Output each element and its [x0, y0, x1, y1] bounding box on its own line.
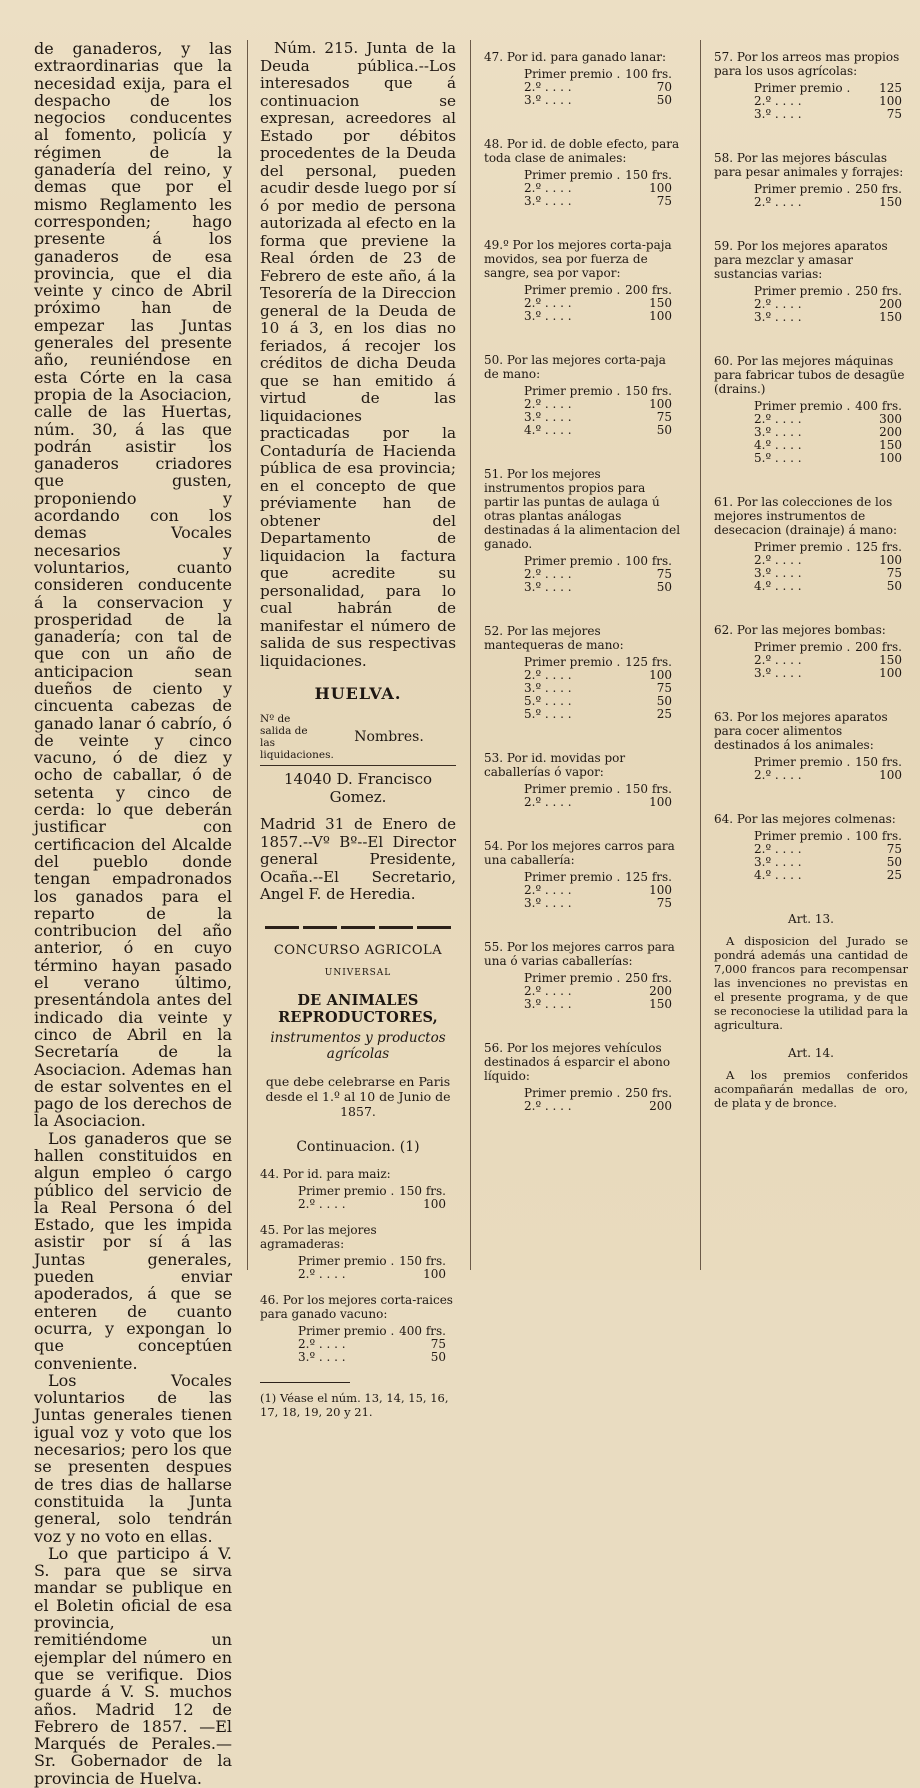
prize-row [524, 796, 682, 809]
prize-rank: Primer premio . [754, 829, 851, 843]
prize-rank: Primer premio . [754, 640, 851, 654]
prize-rank: 2.º . . . . [754, 653, 802, 667]
prize-amount: 75 [656, 681, 672, 695]
prize-item-title: 51. Por los mejores instrumentos propios para partir las puntas de aulaga ú otras plantas análogas destinadas á la alimentacion del ganado. [484, 467, 681, 551]
prize-item-title: 60. Por las mejores máquinas para fabricar tubos de desagüe (drains.) [714, 354, 905, 396]
contest-heading: DE ANIMALES REPRODUCTORES, [278, 991, 438, 1026]
prize-rank: 2.º . . . . [524, 795, 572, 809]
prize-amount: 150 frs. [625, 782, 672, 796]
prize-rank: Primer premio . [524, 283, 621, 297]
prize-rank: 3.º . . . . [524, 410, 572, 424]
prize-amount: 250 frs. [855, 284, 902, 298]
prize-rank: 5.º . . . . [524, 694, 572, 708]
prize-amount: 75 [886, 566, 902, 580]
paragraph: Los Vocales voluntarios de las Juntas generales tienen igual voz y voto que los necesarios; pero los que se presenten despues de tres dias de hallarse constituida la Junta general, solo tendrán voz y no voto en ellas. [34, 1370, 232, 1546]
paragraph: de ganaderos, y las extraordinarias que la necesidad exija, para el despacho de los negocios conducentes al fomento, policía y régimen de la ganadería del reino, y demas que por el mismo Reglamento les corresponden; hago presente á los ganaderos de esa provincia, que el dia veinte y cinco de Abril próximo han de empezar las Juntas generales del presente año, reuniéndose en esta Córte en la casa propia de la Asociacion, calle de las Huertas, núm. 30, á las que podrán asistir los ganaderos criadores que gusten, proponiendo y acordando con los demas Vocales necesarios y voluntarios, cuanto consideren conducente á la conservacion y prosperidad de la ganadería; con tal de que con un año de anticipacion sean dueños de ciento y cincuenta cabezas de ganado lanar ó cabrío, ó de veinte y cinco vacuno, ó de diez y ocho de caballar, ó de setenta y cinco de cerda: lo que deberán justificar con certificacion del Alcalde del pueblo donde tengan empadronados los ganados para el reparto de la contribucion del año anterior, ó en cuyo término hayan pasado el verano último, presentándola antes del indicado dia veinte y cinco de Abril en la Secretaría de la Asociacion. Ademas han de estar solventes en el pago de los derechos de la Asociacion. [34, 39, 232, 1131]
prize-row [754, 667, 908, 680]
divider [260, 765, 456, 766]
prize-rank: Primer premio . [524, 67, 621, 81]
debt-notice: Núm. 215. Junta de la Deuda pública.--Los interesados que á continuacion se expresan, acreedores al Estado por débitos procedentes de la Deuda del personal, pueden acudir desde luego por sí ó por medio de persona autorizada al efecto en la forma que previene la Real órden de 23 de Febrero de este año, á la Tesorería de la Direccion general de la Deuda de 10 á 3, en los dias no feriados, á recojer los créditos de dicha Deuda que se han emitido á virtud de las liquidaciones practicadas por la Contaduría de Hacienda pública de esa provincia; en el concepto de que préviamente han de obtener del Departamento de liquidacion la factura que acredite su personalidad, para lo cual habrán de manifestar el número de salida de sus respectivas liquidaciones. [260, 39, 456, 670]
prize-rank: 3.º . . . . [754, 107, 802, 121]
prize-rank: 2.º . . . . [524, 984, 572, 998]
prize-amount: 125 frs. [855, 540, 902, 554]
column-rule [247, 40, 248, 1270]
prize-rank: 2.º . . . . [524, 296, 572, 310]
prize-amount: 70 [656, 80, 672, 94]
prize-amount: 125 frs. [625, 655, 672, 669]
prize-amount: 75 [656, 567, 672, 581]
prize-rank: 2.º . . . . [754, 195, 802, 209]
prize-table [524, 972, 682, 1011]
prize-rank: Primer premio . [754, 399, 851, 413]
prize-rank: 2.º . . . . [524, 397, 572, 411]
prize-amount: 400 frs. [399, 1323, 446, 1338]
prize-table [754, 285, 908, 324]
prize-amount: 100 [879, 553, 902, 567]
prize-table [524, 656, 682, 721]
prize-amount: 125 [879, 81, 902, 95]
prize-amount: 75 [656, 194, 672, 208]
prize-amount: 100 [649, 883, 672, 897]
prize-amount: 200 frs. [855, 640, 902, 654]
prize-rank: Primer premio . [524, 168, 621, 182]
prize-rank: 3.º . . . . [754, 310, 802, 324]
prize-item-title: 63. Por los mejores aparatos para cocer alimentos destinados á los animales: [714, 710, 888, 752]
prize-amount: 50 [886, 855, 902, 869]
prize-amount: 150 frs. [625, 168, 672, 182]
prize-item-title: 45. Por las mejores agramaderas: [260, 1222, 377, 1251]
prize-rank: 3.º . . . . [524, 309, 572, 323]
prize-rank: 3.º . . . . [524, 93, 572, 107]
prize-row [754, 769, 908, 782]
prize-item-title: 53. Por id. movidas por caballerías ó vapor: [484, 751, 626, 779]
prize-amount: 150 frs. [399, 1253, 446, 1268]
prize-row [524, 195, 682, 208]
prize-amount: 25 [656, 707, 672, 721]
prize-rank: Primer premio . [524, 870, 621, 884]
prize-item-title: 54. Por los mejores carros para una caballería: [484, 839, 675, 867]
prize-rank: 2.º . . . . [754, 553, 802, 567]
prize-row [754, 580, 908, 593]
prize-table [524, 385, 682, 437]
prize-amount: 150 [649, 997, 672, 1011]
article-text: A los premios conferidos acompañarán medallas de oro, de plata y de bronce. [714, 1068, 908, 1110]
prize-rank: Primer premio . [754, 755, 851, 769]
prize-rank: 2.º . . . . [524, 1099, 572, 1113]
prize-rank: Primer premio . [754, 540, 851, 554]
article-heading: Art. 13. [788, 912, 834, 926]
prize-item-title: 55. Por los mejores carros para una ó varias caballerías: [484, 940, 675, 968]
prize-rank: 3.º . . . . [524, 681, 572, 695]
prize-amount: 100 [879, 94, 902, 108]
prize-item-title: 62. Por las mejores bombas: [714, 623, 886, 637]
prize-item-title: 61. Por las colecciones de los mejores instrumentos de desecacion (drainaje) á mano: [714, 495, 898, 537]
prize-amount: 100 [649, 668, 672, 682]
prize-row [298, 1185, 456, 1198]
prize-rank: 3.º . . . . [754, 425, 802, 439]
contest-dates: que debe celebrarse en Paris desde el 1.º al 10 de Junio de 1857. [265, 1073, 451, 1119]
liquidation-table-header [260, 713, 456, 761]
prize-table [298, 1325, 456, 1364]
prize-row [298, 1268, 456, 1281]
prize-rank: 2.º . . . . [524, 883, 572, 897]
prize-rank: 4.º . . . . [754, 579, 802, 593]
prize-rank: Primer premio . [754, 182, 851, 196]
prize-rank: Primer premio . [524, 384, 621, 398]
prize-amount: 100 [649, 309, 672, 323]
prize-amount: 100 [649, 397, 672, 411]
prize-amount: 150 [879, 438, 902, 452]
prize-amount: 75 [886, 842, 902, 856]
prize-amount: 100 frs. [625, 67, 672, 81]
prize-amount: 300 [879, 412, 902, 426]
prize-amount: 100 [649, 181, 672, 195]
prize-row [754, 452, 908, 465]
prize-amount: 150 [879, 310, 902, 324]
prize-amount: 250 frs. [625, 1086, 672, 1100]
prize-item-title: 50. Por las mejores corta-paja de mano: [484, 353, 666, 381]
prize-row [298, 1338, 456, 1351]
paragraph: Lo que participo á V. S. para que se sirva mandar se publique en el Boletin oficial de esa provincia, remitiéndome un ejemplar del número en que se verifique. Dios guarde á V. S. muchos años. Madrid 12 de Febrero de 1857. —El Marqués de Perales.—Sr. Gobernador de la provincia de Huelva. [34, 1543, 232, 1788]
prize-rank: 2.º . . . . [524, 80, 572, 94]
prize-amount: 75 [656, 896, 672, 910]
prize-row [754, 869, 908, 882]
prize-list [260, 1167, 456, 1364]
prize-amount: 100 [649, 795, 672, 809]
prize-amount: 100 [423, 1196, 446, 1211]
prize-item-title: 48. Por id. de doble efecto, para toda clase de animales: [484, 137, 680, 165]
prize-rank: Primer premio . [298, 1183, 395, 1198]
prize-rank: 4.º . . . . [754, 868, 802, 882]
prize-rank: Primer premio . [524, 782, 621, 796]
table-header-names: Nombres. [354, 729, 424, 745]
prize-amount: 150 frs. [399, 1183, 446, 1198]
prize-amount: 50 [656, 580, 672, 594]
prize-rank: Primer premio . [524, 971, 621, 985]
prize-row [298, 1198, 456, 1211]
prize-item-title: 44. Por id. para maiz: [260, 1166, 391, 1181]
prize-row [524, 581, 682, 594]
prize-rank: 3.º . . . . [524, 580, 572, 594]
prize-rank: 3.º . . . . [754, 666, 802, 680]
prize-amount: 50 [656, 93, 672, 107]
prize-amount: 200 [649, 984, 672, 998]
footnote: (1) Véase el núm. 13, 14, 15, 16, 17, 18, 19, 20 y 21. [260, 1390, 449, 1419]
contest-subheading: instrumentos y productos agrícolas [270, 1029, 446, 1062]
prize-row [524, 94, 682, 107]
prize-rank: 2.º . . . . [754, 842, 802, 856]
prize-amount: 250 frs. [855, 182, 902, 196]
prize-rank: 4.º . . . . [524, 423, 572, 437]
prize-row [524, 1100, 682, 1113]
prize-row [754, 196, 908, 209]
prize-row [524, 424, 682, 437]
prize-row [754, 311, 908, 324]
prize-rank: Primer premio . [524, 554, 621, 568]
prize-rank: 2.º . . . . [754, 412, 802, 426]
prize-amount: 75 [656, 410, 672, 424]
prize-table [524, 1087, 682, 1113]
prize-list [714, 50, 908, 882]
prize-rank: 2.º . . . . [754, 768, 802, 782]
prize-rank: 3.º . . . . [298, 1349, 346, 1364]
prize-rank: 3.º . . . . [524, 896, 572, 910]
prize-table [524, 555, 682, 594]
prize-table [524, 68, 682, 107]
prize-rank: 2.º . . . . [524, 668, 572, 682]
prize-amount: 100 [879, 451, 902, 465]
prize-table [298, 1255, 456, 1281]
article-heading: Art. 14. [788, 1046, 834, 1060]
prize-row [754, 108, 908, 121]
signature: Madrid 31 de Enero de 1857.--Vº Bº--El Director general Presidente, Ocaña.--El Secretario, Angel F. de Heredia. [260, 815, 456, 903]
prize-table [524, 169, 682, 208]
prize-amount: 200 [879, 425, 902, 439]
contest-subtitle: UNIVERSAL [324, 967, 392, 978]
prize-rank: Primer premio . [754, 284, 851, 298]
prize-rank: 5.º . . . . [524, 707, 572, 721]
prize-rank: Primer premio . [298, 1253, 395, 1268]
prize-row [524, 998, 682, 1011]
prize-rank: 3.º . . . . [524, 997, 572, 1011]
prize-table [524, 284, 682, 323]
prize-rank: 3.º . . . . [754, 855, 802, 869]
prize-amount: 50 [656, 694, 672, 708]
prize-amount: 150 frs. [855, 755, 902, 769]
prize-item-title: 49.º Por los mejores corta-paja movidos, sea por fuerza de sangre, sea por vapor: [484, 238, 672, 280]
prize-amount: 400 frs. [855, 399, 902, 413]
contest-title: CONCURSO AGRICOLA [273, 942, 443, 958]
prize-amount: 50 [656, 423, 672, 437]
prize-amount: 100 frs. [625, 554, 672, 568]
province-heading: HUELVA. [314, 684, 402, 703]
prize-rank: 2.º . . . . [524, 567, 572, 581]
prize-rank: 2.º . . . . [298, 1266, 346, 1281]
prize-amount: 200 frs. [625, 283, 672, 297]
prize-rank: 3.º . . . . [524, 194, 572, 208]
liquidation-entry: 14040 D. Francisco Gomez. [283, 770, 433, 806]
prize-table [754, 400, 908, 465]
prize-rank: 2.º . . . . [754, 297, 802, 311]
prize-rank: Primer premio . [524, 1086, 621, 1100]
prize-amount: 150 [879, 195, 902, 209]
prize-amount: 25 [886, 868, 902, 882]
prize-item-title: 57. Por los arreos mas propios para los usos agrícolas: [714, 50, 900, 78]
prize-amount: 50 [430, 1349, 446, 1364]
prize-amount: 50 [886, 579, 902, 593]
prize-row [524, 310, 682, 323]
prize-amount: 75 [430, 1336, 446, 1351]
prize-table [754, 641, 908, 680]
prize-rank: 5.º . . . . [754, 451, 802, 465]
prize-list [484, 50, 682, 1113]
prize-amount: 200 [879, 297, 902, 311]
prize-amount: 100 [423, 1266, 446, 1281]
prize-amount: 100 [879, 768, 902, 782]
prize-amount: 150 [879, 653, 902, 667]
column-1 [34, 40, 232, 1787]
footnote-rule [260, 1382, 350, 1383]
column-2 [260, 40, 456, 1419]
prize-table [754, 830, 908, 882]
paragraph: Los ganaderos que se hallen constituidos en algun empleo ó cargo público del servicio de la Real Persona ó del Estado, que les impida asistir por sí á las Juntas generales, pueden enviar apoderados, á que se enteren de cuanto ocurra, y expongan lo que conceptúen conveniente. [34, 1128, 232, 1373]
prize-amount: 200 [649, 1099, 672, 1113]
prize-amount: 100 frs. [855, 829, 902, 843]
prize-rank: Primer premio . [754, 81, 851, 95]
prize-table [754, 82, 908, 121]
prize-amount: 150 frs. [625, 384, 672, 398]
prize-amount: 100 [879, 666, 902, 680]
prize-row [298, 1325, 456, 1338]
column-3 [484, 40, 682, 1143]
prize-amount: 125 frs. [625, 870, 672, 884]
prize-rank: 2.º . . . . [524, 181, 572, 195]
prize-item-title: 56. Por los mejores vehículos destinados á esparcir el abono líquido: [484, 1041, 671, 1083]
column-rule [470, 40, 471, 1270]
table-header-number: Nº de salida de las liquidaciones. [260, 713, 334, 761]
prize-rank: 2.º . . . . [298, 1196, 346, 1211]
prize-amount: 150 [649, 296, 672, 310]
prize-row [298, 1255, 456, 1268]
prize-amount: 75 [886, 107, 902, 121]
prize-table [524, 783, 682, 809]
prize-row [524, 897, 682, 910]
prize-row [298, 1351, 456, 1364]
prize-table [524, 871, 682, 910]
prize-amount: 250 frs. [625, 971, 672, 985]
prize-item-title: 58. Por las mejores básculas para pesar animales y forrajes: [714, 151, 904, 179]
prize-table [754, 183, 908, 209]
continuation-label: Continuacion. (1) [296, 1138, 420, 1155]
column-rule [700, 40, 701, 1270]
prize-rank: Primer premio . [524, 655, 621, 669]
article-text: A disposicion del Jurado se pondrá además una cantidad de 7,000 francos para recompensar las invenciones no previstas en el presente programa, y de que se reconociese la utilidad para la agricultura. [714, 934, 908, 1032]
ornamental-rule [260, 926, 456, 929]
prize-item-title: 64. Por las mejores colmenas: [714, 812, 896, 826]
prize-row [524, 708, 682, 721]
prize-item-title: 52. Por las mejores mantequeras de mano: [484, 624, 624, 652]
prize-item-title: 47. Por id. para ganado lanar: [484, 50, 667, 64]
prize-table [298, 1185, 456, 1211]
prize-rank: 3.º . . . . [754, 566, 802, 580]
prize-item-title: 46. Por los mejores corta-raices para ganado vacuno: [260, 1292, 453, 1321]
prize-item-title: 59. Por los mejores aparatos para mezclar y amasar sustancias varias: [714, 239, 888, 281]
prize-rank: 4.º . . . . [754, 438, 802, 452]
prize-rank: Primer premio . [298, 1323, 395, 1338]
prize-rank: 2.º . . . . [754, 94, 802, 108]
prize-table [754, 756, 908, 782]
prize-table [754, 541, 908, 593]
prize-rank: 2.º . . . . [298, 1336, 346, 1351]
column-4 [714, 40, 908, 1110]
